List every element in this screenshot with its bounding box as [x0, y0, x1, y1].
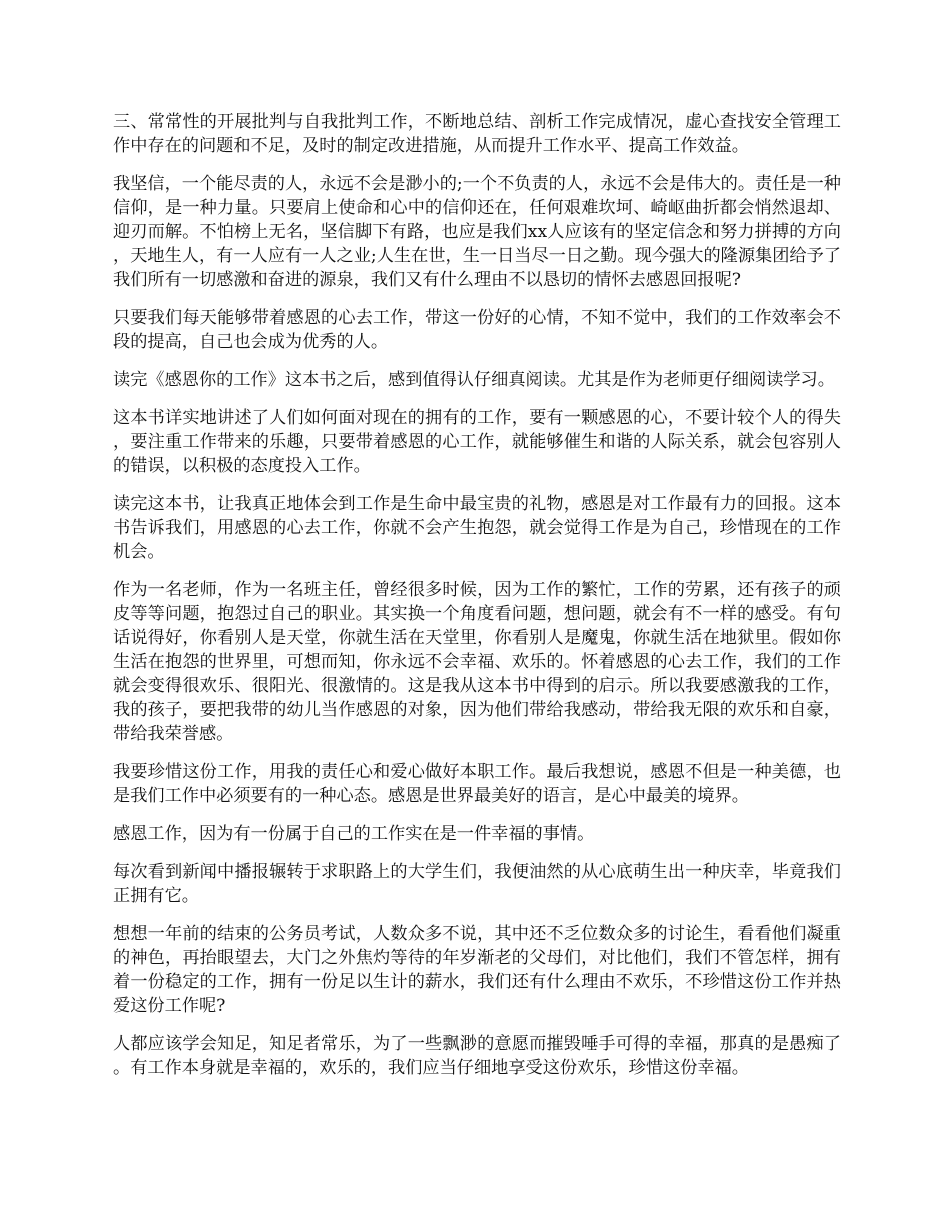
paragraph-6: 读完这本书，让我真正地体会到工作是生命中最宝贵的礼物，感恩是对工作最有力的回报。这本书告诉我们，用感恩的心去工作，你就不会产生抱怨，就会觉得工作是为自己，珍惜现在的工作机会。: [113, 494, 841, 562]
paragraph-10: 每次看到新闻中播报辗转于求职路上的大学生们，我便油然的从心底萌生出一种庆幸，毕竟我们正拥有它。: [113, 862, 841, 906]
paragraph-7: 作为一名老师，作为一名班主任，曾经很多时候，因为工作的繁忙，工作的劳累，还有孩子的顽皮等等问题，抱怨过自己的职业。其实换一个角度看问题，想问题，就会有不一样的感受。有句话说得好，你看别人是天堂，你就生活在天堂里，你看别人是魔鬼，你就生活在地狱里。假如你生活在抱怨的世界里，可想而知，你永远不会幸福、欢乐的。怀着感恩的心去工作，我们的工作就会变得很欢乐、很阳光、很激情的。这是我从这本书中得到的启示。所以我要感激我的工作，我的孩子，要把我带的幼儿当作感恩的对象，因为他们带给我感动，带给我无限的欢乐和自豪，带给我荣誉感。: [113, 580, 841, 744]
paragraph-1: 三、常常性的开展批判与自我批判工作，不断地总结、剖析工作完成情况，虚心查找安全管理工作中存在的问题和不足，及时的制定改进措施，从而提升工作水平、提高工作效益。: [113, 112, 841, 156]
paragraph-12: 人都应该学会知足，知足者常乐，为了一些飘渺的意愿而摧毁唾手可得的幸福，那真的是愚痴了。有工作本身就是幸福的，欢乐的，我们应当仔细地享受这份欢乐，珍惜这份幸福。: [113, 1034, 841, 1078]
paragraph-11: 想想一年前的结束的公务员考试，人数众多不说，其中还不乏位数众多的讨论生，看看他们凝重的神色，再抬眼望去，大门之外焦灼等待的年岁渐老的父母们，对比他们，我们不管怎样，拥有着一份稳定的工作，拥有一份足以生计的薪水，我们还有什么理由不欢乐，不珍惜这份工作并热爱这份工作呢?: [113, 924, 841, 1016]
document-body: [113, 110, 841, 1094]
paragraph-9: 感恩工作，因为有一份属于自己的工作实在是一件幸福的事情。: [113, 824, 595, 844]
paragraph-3: 只要我们每天能够带着感恩的心去工作，带这一份好的心情，不知不觉中，我们的工作效率会不段的提高，自己也会成为优秀的人。: [113, 308, 841, 352]
paragraph-2: 我坚信，一个能尽责的人，永远不会是渺小的;一个不负责的人，永远不会是伟大的。责任是一种信仰，是一种力量。只要肩上使命和心中的信仰还在，任何艰难坎坷、崎岖曲折都会悄然退却、迎刃而解。不怕榜上无名，坚信脚下有路，也应是我们xx人应该有的坚定信念和努力拼搏的方向，天地生人，有一人应有一人之业;人生在世，生一日当尽一日之勤。现今强大的隆源集团给予了我们所有一切感激和奋进的源泉，我们又有什么理由不以恳切的情怀去感恩回报呢?: [113, 174, 841, 290]
paragraph-8: 我要珍惜这份工作，用我的责任心和爱心做好本职工作。最后我想说，感恩不但是一种美德，也是我们工作中必须要有的一种心态。感恩是世界最美好的语言，是心中最美的境界。: [113, 762, 841, 806]
paragraph-5: 这本书详实地讲述了人们如何面对现在的拥有的工作，要有一颗感恩的心，不要计较个人的得失，要注重工作带来的乐趣，只要带着感恩的心工作，就能够催生和谐的人际关系，就会包容别人的错误，以积极的态度投入工作。: [113, 408, 841, 476]
paragraph-4: 读完《感恩你的工作》这本书之后，感到值得认仔细真阅读。尤其是作为老师更仔细阅读学习。: [113, 370, 835, 390]
